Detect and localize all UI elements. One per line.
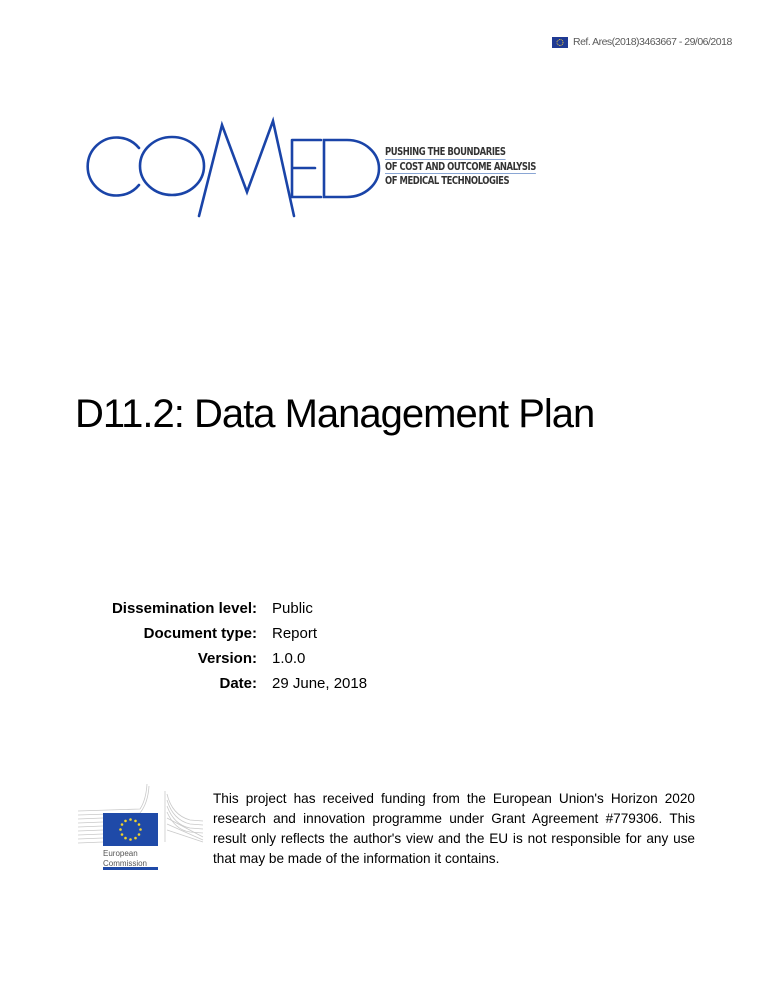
ec-label-line-1: European [103,849,138,858]
metadata-label: Dissemination level: [111,600,257,617]
tagline-line-2: OF COST AND OUTCOME ANALYSIS [385,160,536,173]
metadata-row-dissemination [80,596,367,621]
document-metadata [80,596,367,696]
tagline-line-3: OF MEDICAL TECHNOLOGIES [385,175,510,187]
metadata-row-document-type [80,621,367,646]
metadata-value: 29 June, 2018 [272,675,368,692]
metadata-row-date [80,671,367,696]
eu-flag-icon [552,37,568,48]
document-reference: Ref. Ares(2018)3463667 - 29/06/2018 [573,36,732,48]
ec-logo-underline [103,867,158,870]
metadata-value: Public [272,600,313,617]
european-commission-label [103,849,147,868]
metadata-label: Document type: [143,625,257,642]
document-title: D11.2: Data Management Plan [75,392,595,436]
logo-tagline [385,145,536,188]
metadata-value: 1.0.0 [272,650,306,667]
metadata-label: Date: [219,675,257,692]
ec-label-line-2: Commission [103,858,148,868]
metadata-value: Report [272,625,318,642]
funding-statement: This project has received funding from the European Union's Horizon 2020 research and innovation programme under Grant Agreement #779306. This result only reflects the author's view and the EU is not responsible for any use that may be made of the information it contains. [213,791,695,866]
metadata-row-version [80,646,367,671]
tagline-line-1: PUSHING THE BOUNDARIES [385,146,506,158]
eu-flag-icon [103,813,158,846]
metadata-label: Version: [197,650,257,667]
